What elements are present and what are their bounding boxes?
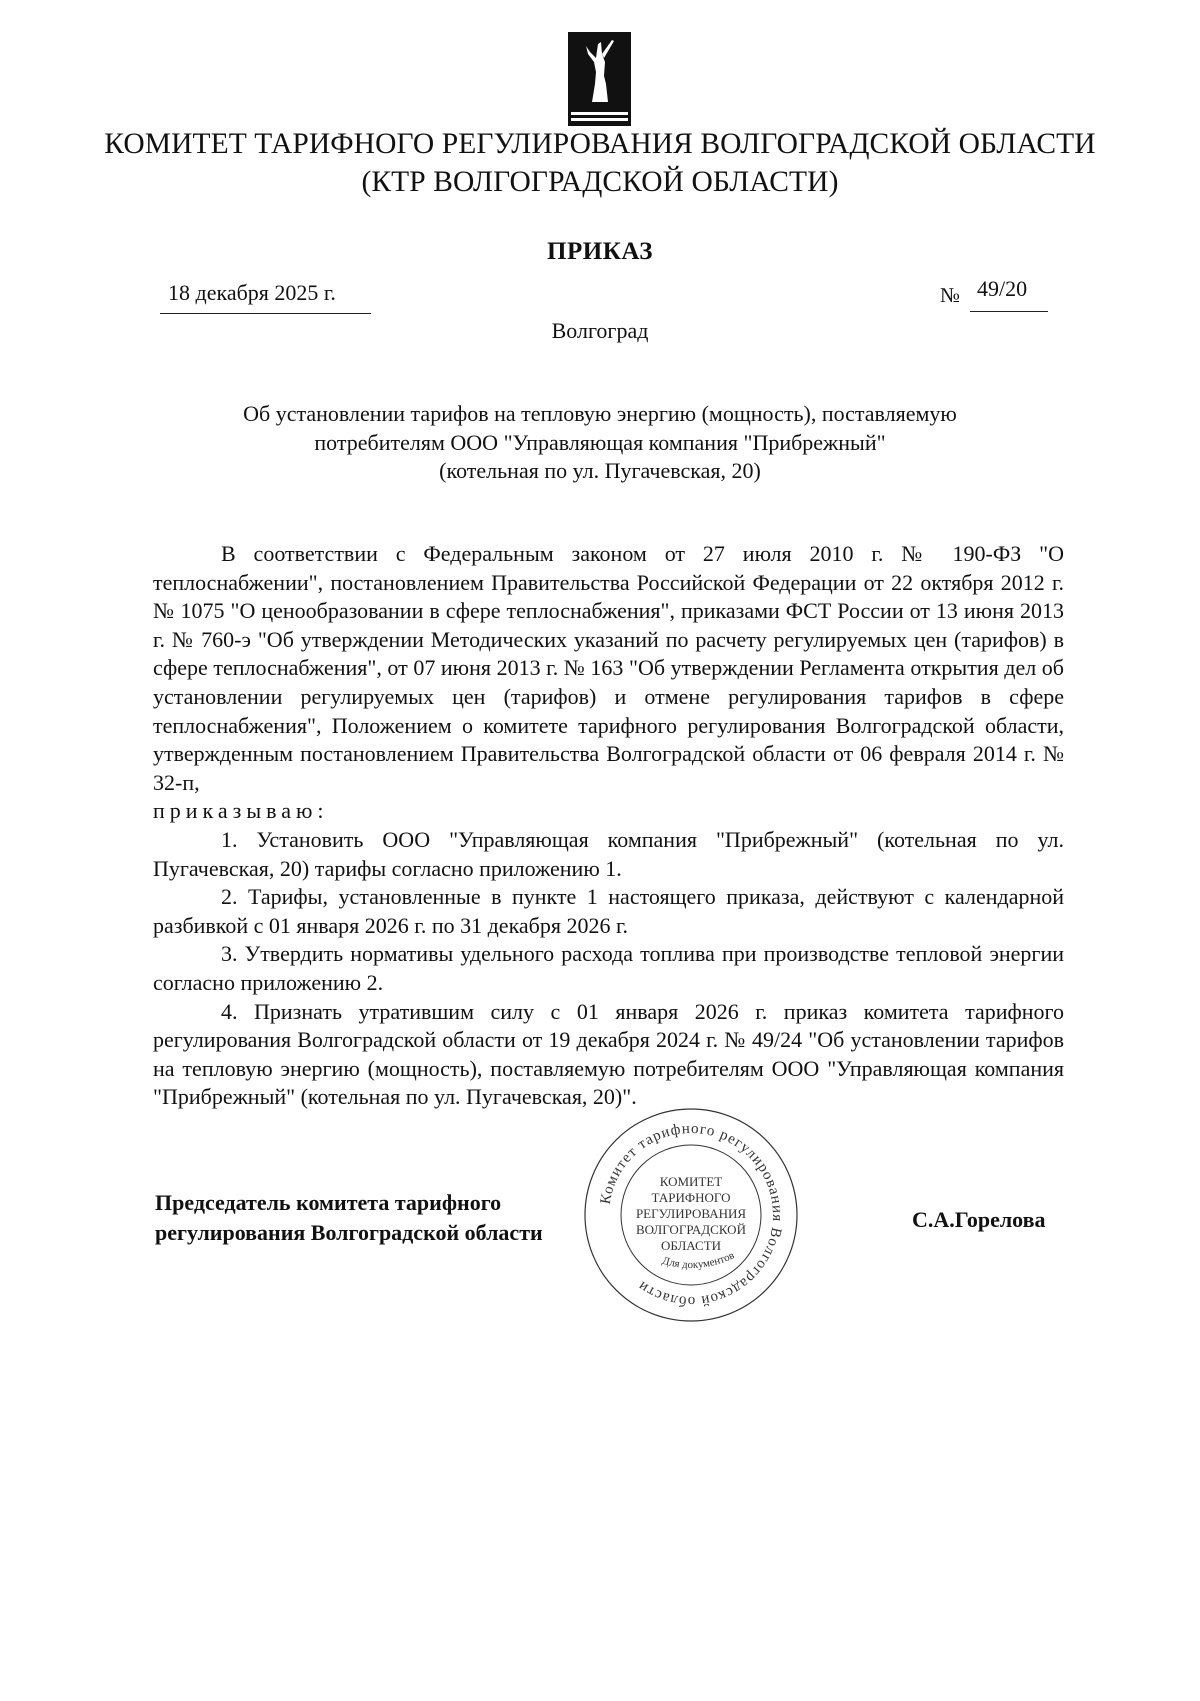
subject-line-1: Об установлении тарифов на тепловую энергию (мощность), поставляемую: [243, 401, 957, 426]
seal-center-line-2: ТАРИФНОГО: [651, 1190, 731, 1205]
order-number: 49/20: [977, 276, 1028, 301]
signatory-position-line-1: Председатель комитета тарифного: [155, 1190, 502, 1215]
seal-center-line-5: ОБЛАСТИ: [660, 1238, 722, 1253]
order-date: 18 декабря 2025 г.: [168, 280, 336, 305]
official-seal: [580, 1104, 802, 1326]
signatory-position: [155, 1188, 543, 1248]
order-body: [153, 540, 1064, 1112]
preamble-paragraph: В соответствии с Федеральным законом от 27 июля 2010 г. № 190-ФЗ "О теплоснабжении", постановлением Правительства Российской Федерации от 22 октября 2012 г. № 1075 "О ценообразовании в сфере теплоснабжения", приказами ФСТ России от 13 июня 2013 г. № 760-э "Об утверждении Методических указаний по расчету регулируемых цен (тарифов) в сфере теплоснабжения", от 07 июня 2013 г. № 163 "Об утверждении Регламента открытия дел об установлении регулируемых цен (тарифов) и отмене регулирования тарифов в сфере теплоснабжения", Положением о комитете тарифного регулирования Волгоградской области, утвержденным постановлением Правительства Волгоградской области от 06 февраля 2014 г. № 32-п,: [153, 541, 1064, 795]
committee-name: КОМИТЕТ ТАРИФНОГО РЕГУЛИРОВАНИЯ ВОЛГОГРАДСКОЙ ОБЛАСТИ: [104, 128, 1096, 160]
city: Волгоград: [551, 318, 649, 343]
order-item-4: 4. Признать утратившим силу с 01 января 2026 г. приказ комитета тарифного регулирования Волгоградской области от 19 декабря 2024 г. № 49/24 "Об установлении тарифов на тепловую энергию (мощность), поставляемую потребителям ООО "Управляющая компания "Прибрежный" (котельная по ул. Пугачевская, 20)".: [153, 998, 1064, 1110]
date-underline: [160, 313, 371, 314]
subject-line-2: потребителям ООО "Управляющая компания "Прибрежный": [314, 429, 886, 455]
seal-bottom-text: Для документов: [660, 1249, 737, 1272]
volgograd-region-emblem-icon: [568, 32, 631, 126]
order-item-1: 1. Установить ООО "Управляющая компания "Прибрежный" (котельная по ул. Пугачевская, 20) тарифы согласно приложению 1.: [153, 826, 1064, 881]
seal-center-line-4: ВОЛГОГРАДСКОЙ: [636, 1222, 746, 1237]
committee-short-name: (КТР ВОЛГОГРАДСКОЙ ОБЛАСТИ): [361, 166, 839, 198]
order-subject: [0, 400, 1200, 486]
seal-center-line-1: КОМИТЕТ: [659, 1174, 723, 1189]
subject-line-3: (котельная по ул. Пугачевская, 20): [439, 458, 761, 483]
seal-ring-text: Комитет тарифного регулирования Волгоградской области: [597, 1120, 786, 1310]
signatory-position-line-2: регулирования Волгоградской области: [155, 1220, 543, 1245]
number-sign: №: [940, 283, 961, 307]
number-underline: [970, 311, 1048, 312]
seal-center-line-3: РЕГУЛИРОВАНИЯ: [635, 1206, 747, 1221]
signatory-name: С.А.Горелова: [912, 1207, 1046, 1232]
document-type-title: ПРИКАЗ: [547, 238, 653, 265]
order-word: приказываю:: [153, 798, 329, 824]
order-item-2: 2. Тарифы, установленные в пункте 1 настоящего приказа, действуют с календарной разбивкой с 01 января 2026 г. по 31 декабря 2026 г.: [153, 884, 1064, 938]
order-item-3: 3. Утвердить нормативы удельного расхода топлива при производстве тепловой энергии согласно приложению 2.: [153, 941, 1064, 995]
